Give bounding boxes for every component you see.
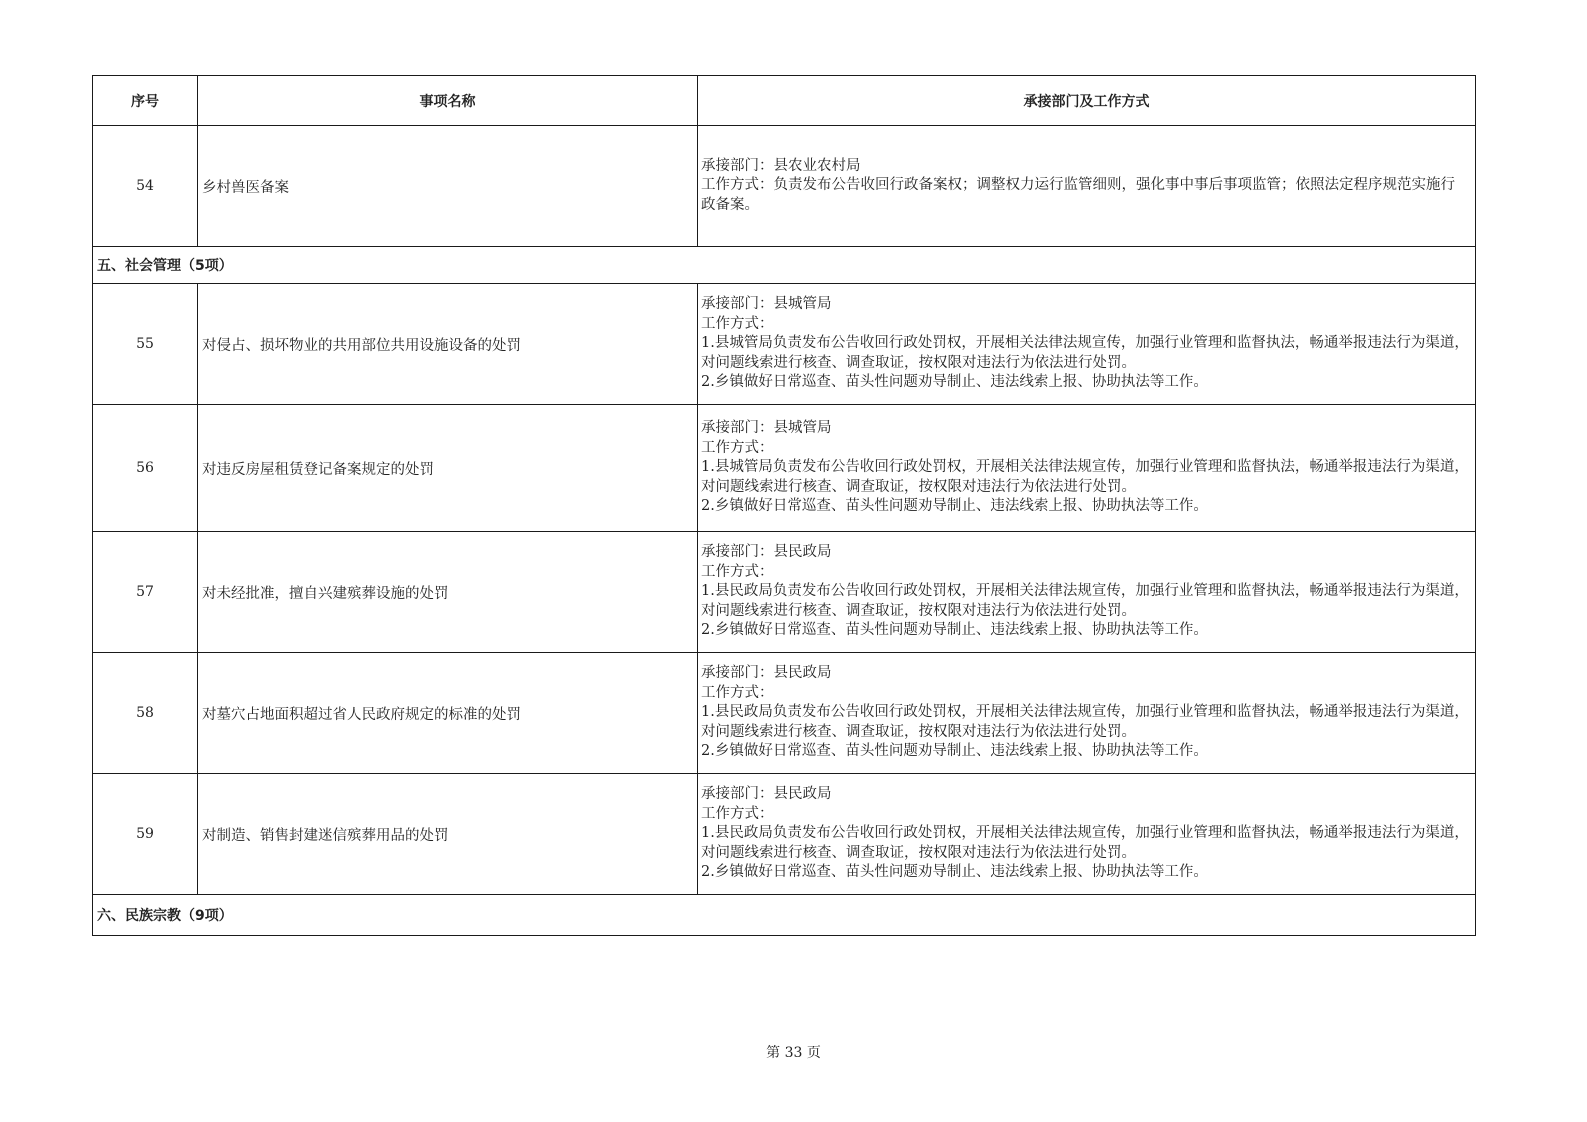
table-header-row xyxy=(93,76,1476,126)
header-index: 序号 xyxy=(93,76,198,126)
header-name: 事项名称 xyxy=(198,76,698,126)
row-method xyxy=(698,532,1476,653)
row-index: 54 xyxy=(93,126,198,247)
row-method xyxy=(698,284,1476,405)
row-method xyxy=(698,653,1476,774)
row-item-name: 对侵占、损坏物业的共用部位共用设施设备的处罚 xyxy=(198,284,698,405)
row-method xyxy=(698,126,1476,247)
row-item-name: 对未经批准，擅自兴建殡葬设施的处罚 xyxy=(198,532,698,653)
header-method: 承接部门及工作方式 xyxy=(698,76,1476,126)
method-department: 承接部门：县民政局 xyxy=(701,665,832,682)
method-department: 承接部门：县民政局 xyxy=(701,544,832,561)
table-row xyxy=(93,774,1476,895)
section-row xyxy=(93,247,1476,284)
table-row xyxy=(93,126,1476,247)
method-line: 工作方式：负责发布公告收回行政备案权；调整权力运行监管细则，强化事中事后事项监管；依照法定程序规范实施行政备案。 xyxy=(701,177,1455,213)
section-title: 六、民族宗教（9项） xyxy=(93,895,1476,936)
method-line: 2.乡镇做好日常巡查、苗头性问题劝导制止、违法线索上报、协助执法等工作。 xyxy=(701,622,1208,639)
table-row xyxy=(93,653,1476,774)
method-department: 承接部门：县民政局 xyxy=(701,786,832,803)
method-line: 2.乡镇做好日常巡查、苗头性问题劝导制止、违法线索上报、协助执法等工作。 xyxy=(701,864,1208,881)
row-item-name: 对违反房屋租赁登记备案规定的处罚 xyxy=(198,405,698,532)
row-index: 57 xyxy=(93,532,198,653)
method-line: 2.乡镇做好日常巡查、苗头性问题劝导制止、违法线索上报、协助执法等工作。 xyxy=(701,374,1208,391)
method-line: 1.县民政局负责发布公告收回行政处罚权，开展相关法律法规宣传，加强行业管理和监督执法，畅通举报违法行为渠道，对问题线索进行核查、调查取证，按权限对违法行为依法进行处罚。 xyxy=(701,583,1469,619)
row-item-name: 对墓穴占地面积超过省人民政府规定的标准的处罚 xyxy=(198,653,698,774)
row-index: 58 xyxy=(93,653,198,774)
method-heading: 工作方式： xyxy=(701,315,774,332)
table-row xyxy=(93,532,1476,653)
method-heading: 工作方式： xyxy=(701,439,774,456)
row-item-name: 对制造、销售封建迷信殡葬用品的处罚 xyxy=(198,774,698,895)
row-index: 59 xyxy=(93,774,198,895)
row-index: 55 xyxy=(93,284,198,405)
row-index: 56 xyxy=(93,405,198,532)
method-heading: 工作方式： xyxy=(701,563,774,580)
row-method xyxy=(698,774,1476,895)
method-department: 承接部门：县城管局 xyxy=(701,420,832,437)
section-row xyxy=(93,895,1476,936)
items-table xyxy=(92,75,1476,936)
table-row xyxy=(93,405,1476,532)
table-row xyxy=(93,284,1476,405)
row-item-name: 乡村兽医备案 xyxy=(198,126,698,247)
method-line: 2.乡镇做好日常巡查、苗头性问题劝导制止、违法线索上报、协助执法等工作。 xyxy=(701,743,1208,760)
method-heading: 工作方式： xyxy=(701,805,774,822)
method-line: 1.县城管局负责发布公告收回行政处罚权，开展相关法律法规宣传，加强行业管理和监督执法，畅通举报违法行为渠道，对问题线索进行核查、调查取证，按权限对违法行为依法进行处罚。 xyxy=(701,459,1469,495)
method-line: 2.乡镇做好日常巡查、苗头性问题劝导制止、违法线索上报、协助执法等工作。 xyxy=(701,498,1208,515)
method-heading: 工作方式： xyxy=(701,684,774,701)
method-line: 1.县民政局负责发布公告收回行政处罚权，开展相关法律法规宣传，加强行业管理和监督执法，畅通举报违法行为渠道，对问题线索进行核查、调查取证，按权限对违法行为依法进行处罚。 xyxy=(701,704,1469,740)
page-number: 第 33 页 xyxy=(766,1045,821,1061)
row-method xyxy=(698,405,1476,532)
method-department: 承接部门：县城管局 xyxy=(701,296,832,313)
section-title: 五、社会管理（5项） xyxy=(93,247,1476,284)
method-department: 承接部门：县农业农村局 xyxy=(701,157,861,174)
method-line: 1.县民政局负责发布公告收回行政处罚权，开展相关法律法规宣传，加强行业管理和监督执法，畅通举报违法行为渠道，对问题线索进行核查、调查取证，按权限对违法行为依法进行处罚。 xyxy=(701,825,1469,861)
method-line: 1.县城管局负责发布公告收回行政处罚权，开展相关法律法规宣传，加强行业管理和监督执法，畅通举报违法行为渠道，对问题线索进行核查、调查取证，按权限对违法行为依法进行处罚。 xyxy=(701,335,1469,371)
